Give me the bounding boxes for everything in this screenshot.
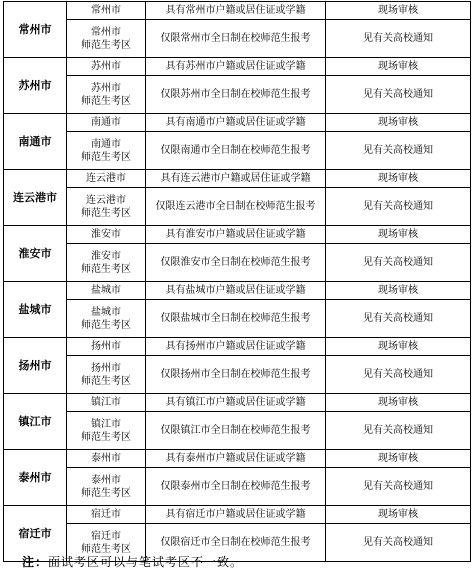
zone-normal-student — [67, 412, 146, 450]
footnote — [22, 553, 243, 570]
zone-normal-student-label: 师范生考区 — [81, 39, 131, 51]
zone-normal-student — [67, 300, 146, 338]
table-row-local — [4, 450, 471, 468]
requirement-normal-student: 仅限扬州市全日制在校师范生报考 — [146, 356, 326, 394]
table-row-local — [4, 282, 471, 300]
zone-normal-student-city: 常州市 — [91, 26, 121, 38]
footnote-label: 注： — [22, 555, 49, 569]
zone-local: 盐城市 — [67, 282, 146, 300]
city-name: 泰州市 — [4, 450, 67, 506]
requirement-local: 具有镇江市户籍或居住证或学籍 — [146, 394, 326, 412]
table-row-normal-student — [4, 412, 471, 450]
review-method-local: 现场审核 — [326, 394, 471, 412]
zone-normal-student-label: 师范生考区 — [81, 207, 131, 219]
requirement-normal-student: 仅限淮安市全日制在校师范生报考 — [146, 244, 326, 282]
table-row-local — [4, 338, 471, 356]
zone-normal-student-city: 盐城市 — [91, 306, 121, 318]
review-method-local: 现场审核 — [326, 2, 471, 20]
review-method-normal-student: 见有关高校通知 — [326, 132, 471, 170]
requirement-local: 具有宿迁市户籍或居住证或学籍 — [146, 506, 326, 524]
zone-normal-student — [67, 468, 146, 506]
review-method-normal-student: 见有关高校通知 — [326, 524, 471, 562]
requirement-normal-student: 仅限连云港市全日制在校师范生报考 — [146, 188, 326, 226]
table-row-normal-student — [4, 132, 471, 170]
review-method-local: 现场审核 — [326, 338, 471, 356]
requirement-normal-student: 仅限盐城市全日制在校师范生报考 — [146, 300, 326, 338]
exam-zone-table — [3, 1, 471, 562]
requirement-local: 具有淮安市户籍或居住证或学籍 — [146, 226, 326, 244]
review-method-normal-student: 见有关高校通知 — [326, 20, 471, 58]
requirement-local: 具有泰州市户籍或居住证或学籍 — [146, 450, 326, 468]
exam-zone-table-body — [4, 2, 471, 562]
zone-normal-student — [67, 76, 146, 114]
requirement-normal-student: 仅限宿迁市全日制在校师范生报考 — [146, 524, 326, 562]
city-name: 盐城市 — [4, 282, 67, 338]
requirement-local: 具有常州市户籍或居住证或学籍 — [146, 2, 326, 20]
review-method-local: 现场审核 — [326, 58, 471, 76]
table-row-local — [4, 394, 471, 412]
table-row-normal-student — [4, 188, 471, 226]
zone-normal-student-label: 师范生考区 — [81, 431, 131, 443]
review-method-normal-student: 见有关高校通知 — [326, 188, 471, 226]
zone-local: 扬州市 — [67, 338, 146, 356]
requirement-local: 具有苏州市户籍或居住证或学籍 — [146, 58, 326, 76]
city-name: 宿迁市 — [4, 506, 67, 562]
zone-local: 宿迁市 — [67, 506, 146, 524]
requirement-local: 具有连云港市户籍或居住证或学籍 — [146, 170, 326, 188]
city-name: 常州市 — [4, 2, 67, 58]
review-method-normal-student: 见有关高校通知 — [326, 468, 471, 506]
requirement-normal-student: 仅限苏州市全日制在校师范生报考 — [146, 76, 326, 114]
review-method-normal-student: 见有关高校通知 — [326, 76, 471, 114]
zone-local: 泰州市 — [67, 450, 146, 468]
table-row-normal-student — [4, 300, 471, 338]
zone-normal-student — [67, 356, 146, 394]
table-row-local — [4, 506, 471, 524]
review-method-local: 现场审核 — [326, 282, 471, 300]
review-method-local: 现场审核 — [326, 506, 471, 524]
table-row-normal-student — [4, 20, 471, 58]
table-row-normal-student — [4, 468, 471, 506]
zone-local: 苏州市 — [67, 58, 146, 76]
zone-normal-student-label: 师范生考区 — [81, 319, 131, 331]
table-row-normal-student — [4, 244, 471, 282]
requirement-normal-student: 仅限南通市全日制在校师范生报考 — [146, 132, 326, 170]
zone-normal-student-city: 扬州市 — [91, 362, 121, 374]
footnote-text: 面试考区可以与笔试考区不一致。 — [48, 555, 244, 569]
table-row-normal-student — [4, 76, 471, 114]
zone-local: 南通市 — [67, 114, 146, 132]
zone-local: 镇江市 — [67, 394, 146, 412]
review-method-local: 现场审核 — [326, 114, 471, 132]
zone-normal-student — [67, 244, 146, 282]
zone-normal-student-label: 师范生考区 — [81, 151, 131, 163]
city-name: 淮安市 — [4, 226, 67, 282]
table-row-local — [4, 114, 471, 132]
zone-normal-student-label: 师范生考区 — [81, 263, 131, 275]
zone-normal-student-city: 宿迁市 — [91, 530, 121, 542]
zone-normal-student-city: 南通市 — [91, 138, 121, 150]
zone-normal-student — [67, 132, 146, 170]
zone-normal-student-label: 师范生考区 — [81, 487, 131, 499]
review-method-normal-student: 见有关高校通知 — [326, 412, 471, 450]
zone-normal-student — [67, 20, 146, 58]
table-row-local — [4, 226, 471, 244]
review-method-normal-student: 见有关高校通知 — [326, 244, 471, 282]
review-method-local: 现场审核 — [326, 226, 471, 244]
zone-normal-student-label: 师范生考区 — [81, 375, 131, 387]
zone-normal-student-city: 淮安市 — [91, 250, 121, 262]
zone-local: 淮安市 — [67, 226, 146, 244]
zone-normal-student-city: 镇江市 — [91, 418, 121, 430]
table-row-local — [4, 2, 471, 20]
zone-local: 常州市 — [67, 2, 146, 20]
zone-local: 连云港市 — [67, 170, 146, 188]
zone-normal-student-city: 苏州市 — [91, 82, 121, 94]
zone-normal-student-city: 连云港市 — [86, 194, 126, 206]
review-method-normal-student: 见有关高校通知 — [326, 356, 471, 394]
requirement-local: 具有南通市户籍或居住证或学籍 — [146, 114, 326, 132]
zone-normal-student — [67, 188, 146, 226]
city-name: 镇江市 — [4, 394, 67, 450]
zone-normal-student-label: 师范生考区 — [81, 543, 131, 555]
table-row-normal-student — [4, 356, 471, 394]
zone-normal-student-city: 泰州市 — [91, 474, 121, 486]
city-name: 连云港市 — [4, 170, 67, 226]
city-name: 扬州市 — [4, 338, 67, 394]
requirement-local: 具有扬州市户籍或居住证或学籍 — [146, 338, 326, 356]
city-name: 苏州市 — [4, 58, 67, 114]
city-name: 南通市 — [4, 114, 67, 170]
zone-normal-student-label: 师范生考区 — [81, 95, 131, 107]
requirement-normal-student: 仅限镇江市全日制在校师范生报考 — [146, 412, 326, 450]
table-row-local — [4, 58, 471, 76]
review-method-local: 现场审核 — [326, 450, 471, 468]
table-row-local — [4, 170, 471, 188]
review-method-normal-student: 见有关高校通知 — [326, 300, 471, 338]
requirement-normal-student: 仅限常州市全日制在校师范生报考 — [146, 20, 326, 58]
review-method-local: 现场审核 — [326, 170, 471, 188]
requirement-local: 具有盐城市户籍或居住证或学籍 — [146, 282, 326, 300]
requirement-normal-student: 仅限泰州市全日制在校师范生报考 — [146, 468, 326, 506]
